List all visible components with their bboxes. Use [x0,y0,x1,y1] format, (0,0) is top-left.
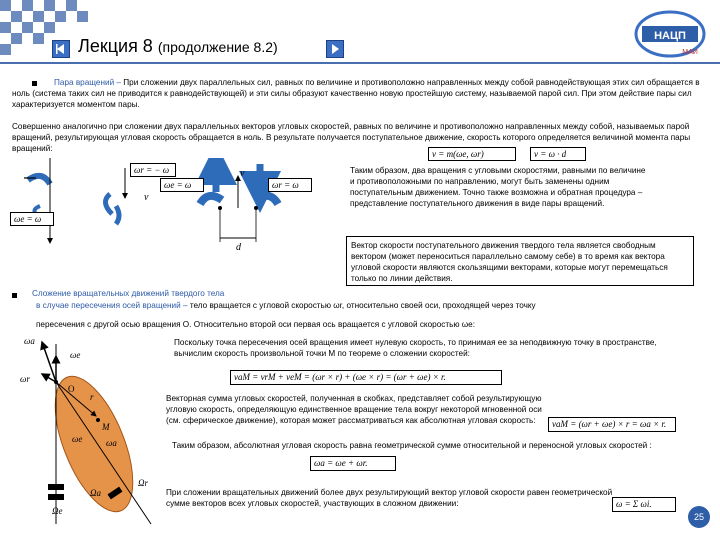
para-b: Векторная сумма угловых скоростей, полученная в скобках, представляет собой результирующую угловую скорость, определяющую единственное вращение тела вокруг некоторой мгновенной оси (см. сферическое движение), которая может рассматриваться как абсолютная угловая скорость: [166,394,542,425]
next-slide-button[interactable] [326,40,344,58]
cone-figure [16,334,166,530]
para2: Совершенно аналогично при сложении двух параллельных векторов угловых скоростей, равных по величине и противоположно направленных между собой, называемых парой вращений, результирующая угловая скорость обращается в ноль. В результате получается поступательное движение, скорость которого определяется величиной момента пары вращений: [12,122,691,153]
fig-we2: ωe [72,434,83,444]
logo-sub: МАИ [682,49,698,56]
title-sub: (продолжение 8.2) [157,39,278,55]
conclusion-text: Таким образом, два вращения с угловыми скоростями, равными по величине и противоположными по направлению, могут быть заменены одним поступательным движением. Точно также возможна и обратная процедура – представление поступательного движения в виде пары вращений. [350,166,646,208]
page-number: 25 [688,506,710,528]
line1-rest: тело вращается с угловой скоростью ωr, относительно своей оси, проходящей через точку [189,301,536,310]
title-main: Лекция 8 [78,36,153,56]
intro-paragraph [12,77,712,110]
fig-Or: Ωr [138,478,149,488]
fig-m: M [102,422,110,432]
formula-b: vaM = (ωr + ωe) × r = ωa × r. [548,417,676,432]
formula-c: ωa = ωe + ωr. [310,456,396,471]
lead-term: Пара вращений – [54,78,121,87]
logo-text: НАЦП [654,30,686,42]
para-d: При сложении вращательных движений более двух результирующий вектор угловой скорости равен геометрической сумме векторов всех угловых скоростей, участвующих в сложном движении: [166,488,613,508]
fig-Oa: Ωa [90,488,102,498]
fig-wa: ωa [24,336,35,346]
formula-v-moment: v = m(ωe, ωr) [428,147,516,161]
section2-line1 [36,300,706,311]
page-title [78,36,278,57]
label-d: d [236,242,241,253]
section2-line2: пересечения с другой осью вращения O. Относительно второй оси первая ось вращается с угловой скоростью ωe: [36,320,475,329]
line1-prefix: в случае пересечения осей вращений – [36,301,188,310]
formula-we-left: ωe = ω [10,212,54,226]
formula-we-w: ωe = ω [160,178,204,192]
fig-wa2: ωa [106,438,117,448]
label-v2: v [240,168,245,179]
formula-wr-w: ωr = ω [268,178,312,192]
free-vector-note: Вектор скорости поступательного движения твердого тела является свободным вектором (может переноситься параллельно самому себе) в то время как вектора угловой скорости являются скользящими векторами, которые могут перемещаться только по линии действия. [346,236,694,286]
bullet-2 [12,293,17,298]
para-c: Таким образом, абсолютная угловая скорость равна геометрической сумме относительной и переносной угловых скоростей : [172,441,652,450]
next-icon [327,41,343,57]
fig-we: ωe [70,350,81,360]
para-a: Поскольку точка пересечения осей вращения имеет нулевую скорость, то принимая ее за неподвижную точку в пространстве, вычислим скорость произвольной точки M по теореме о сложении скоростей: [174,338,657,358]
first-slide-button[interactable] [52,40,70,58]
label-v: v [144,192,149,203]
formula-a: vaM = vrM + veM = (ωr × r) + (ωe × r) = (ωr + ωe) × r. [230,370,502,385]
section2-heading: Сложение вращательных движений твердого тела [32,289,225,298]
fig-Oe: Ωe [52,506,63,516]
formula-wr-neg: ωr = − ω [130,163,176,177]
rotation-arc-icon [28,176,50,184]
logo [628,4,712,64]
header-rule [0,62,720,64]
formula-v-d: v = ω · d [530,147,586,161]
fig-wr: ωr [20,374,30,384]
fig-r: r [90,392,94,402]
para1: При сложении двух параллельных сил, равных по величине и противоположно направленных между собой равнодействующая этих сил обращается в ноль (система таких сил не приводится к равнодействующей) и эти силы образуют качественно новую простейшую систему, называемой парой сил. При этом действие пары сил характеризуется моментом пары. [12,78,700,109]
corner-pattern [0,0,88,62]
formula-d: ω = Σ ωi. [612,497,676,512]
fig-o: O [68,384,75,394]
prev-icon [53,41,69,57]
